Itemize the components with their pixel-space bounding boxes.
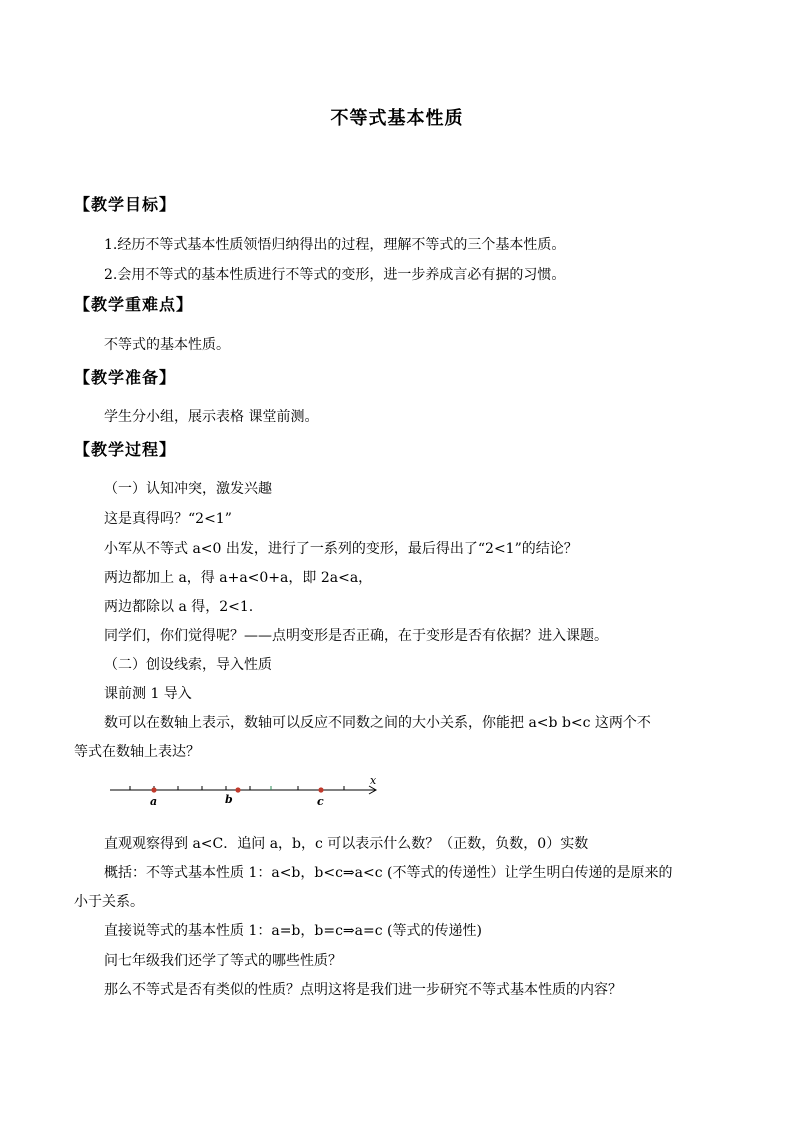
- page-title: 不等式基本性质: [330, 108, 464, 129]
- process-after-line: 那么不等式是否有类似的性质？点明这将是我们进一步研究不等式基本性质的内容？: [104, 982, 622, 998]
- process-after-line: 直观观察得到 a<C．追问 a，b，c 可以表示什么数？（正数，负数，0）实数: [104, 836, 589, 852]
- process-after-line: 概括：不等式基本性质 1：a<b，b<c⇒a<c (不等式的传递性）让学生明白传递的是原来的: [104, 865, 673, 881]
- heading-preparation: 【教学准备】: [74, 368, 177, 387]
- process-line: 两边都除以 a 得，2<1.: [104, 599, 254, 615]
- preparation-text: 学生分小组，展示表格 课堂前测。: [104, 409, 319, 425]
- process-after-line: 直接说等式的基本性质 1：a=b，b=c⇒a=c (等式的传递性): [104, 923, 482, 939]
- heading-goals: 【教学目标】: [74, 195, 177, 214]
- point-c: [318, 787, 323, 792]
- process-line: 这是真得吗？“2<1”: [104, 511, 232, 527]
- process-after-line: 小于关系。: [74, 894, 144, 910]
- axis-label-x: x: [370, 774, 377, 787]
- key-points-text: 不等式的基本性质。: [104, 337, 230, 353]
- point-b: [235, 787, 240, 792]
- process-line: 两边都加上 a，得 a+a<0+a，即 2a<a，: [104, 570, 373, 586]
- number-line-figure: [108, 774, 388, 808]
- process-after-line: 问七年级我们还学了等式的哪些性质？: [104, 953, 342, 969]
- goal-item-2: 2.会用不等式的基本性质进行不等式的变形，进一步养成言必有据的习惯。: [104, 267, 566, 283]
- point-label-b: b: [225, 793, 233, 806]
- point-label-c: c: [317, 795, 324, 808]
- process-line: 课前测 1 导入: [104, 686, 192, 702]
- heading-key-points: 【教学重难点】: [74, 295, 194, 314]
- process-line: 同学们，你们觉得呢？——点明变形是否正确，在于变形是否有依据？进入课题。: [104, 628, 608, 644]
- process-line: （二）创设线索，导入性质: [104, 657, 272, 673]
- point-label-a: a: [150, 795, 158, 808]
- process-line: 数可以在数轴上表示，数轴可以反应不同数之间的大小关系，你能把 a<b b<c 这两个不: [104, 715, 651, 731]
- heading-process: 【教学过程】: [74, 440, 177, 459]
- point-a: [151, 787, 156, 792]
- process-line: 小军从不等式 a<0 出发，进行了一系列的变形，最后得出了“2<1”的结论？: [104, 541, 578, 557]
- process-line: 等式在数轴上表达？: [74, 744, 200, 760]
- goal-item-1: 1.经历不等式基本性质领悟归纳得出的过程，理解不等式的三个基本性质。: [104, 237, 566, 253]
- process-line: （一）认知冲突，激发兴趣: [104, 481, 272, 497]
